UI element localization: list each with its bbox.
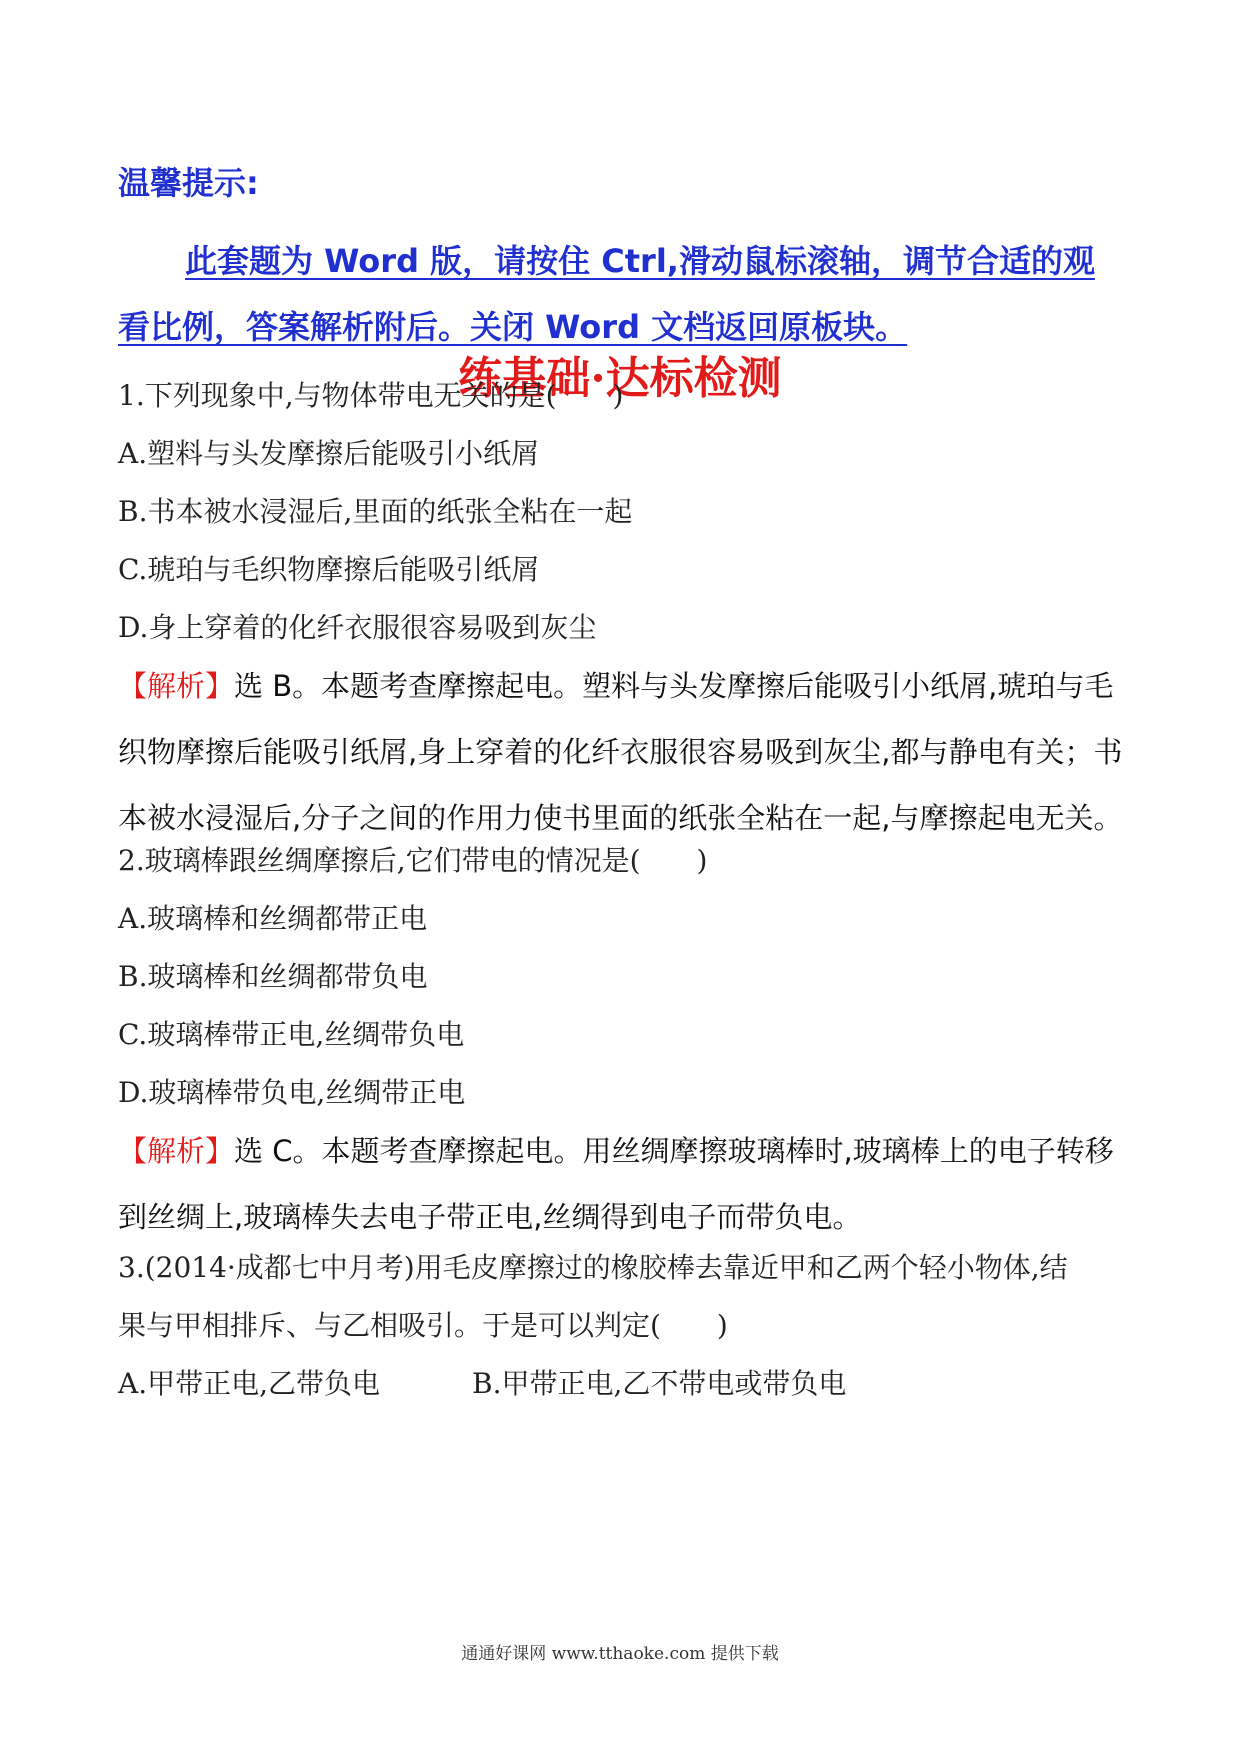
analysis-tag: 【解析】 xyxy=(118,669,235,703)
q3-stem-line-1: 3.(2014·成都七中月考)用毛皮摩擦过的橡胶棒去靠近甲和乙两个轻小物体,结 xyxy=(118,1251,1068,1284)
q1-option-a: A.塑料与头发摩擦后能吸引小纸屑 xyxy=(118,437,540,470)
q1-analysis-line-3: 本被水浸湿后,分子之间的作用力使书里面的纸张全粘在一起,与摩擦起电无关。 xyxy=(118,801,1123,835)
q3-options-row xyxy=(118,1364,846,1404)
q1-option-c: C.琥珀与毛织物摩擦后能吸引纸屑 xyxy=(118,553,540,586)
q2-analysis-line-1: 【解析】选 C。本题考查摩擦起电。用丝绸摩擦玻璃棒时,玻璃棒上的电子转移 xyxy=(118,1134,1114,1168)
q2-option-b: B.玻璃棒和丝绸都带负电 xyxy=(118,960,428,993)
q2-option-d: D.玻璃棒带负电,丝绸带正电 xyxy=(118,1076,466,1109)
tip-notice xyxy=(118,228,1128,360)
q1-stem: 1.下列现象中,与物体带电无关的是( ) xyxy=(118,379,624,412)
q1-analysis-line-2: 织物摩擦后能吸引纸屑,身上穿着的化纤衣服很容易吸到灰尘,都与静电有关；书 xyxy=(118,735,1123,769)
q3-option-b: B.甲带正电,乙不带电或带负电 xyxy=(472,1367,847,1400)
analysis-tag: 【解析】 xyxy=(118,1134,235,1168)
q1-option-d: D.身上穿着的化纤衣服很容易吸到灰尘 xyxy=(118,611,597,644)
q2-analysis xyxy=(118,1118,1130,1250)
q2-option-a: A.玻璃棒和丝绸都带正电 xyxy=(118,902,428,935)
q2-analysis-line-2: 到丝绸上,玻璃棒失去电子带正电,丝绸得到电子而带负电。 xyxy=(118,1200,862,1234)
q3-stem-line-2: 果与甲相排斥、与乙相吸引。于是可以判定( ) xyxy=(118,1309,728,1342)
tip-line-2: 看比例，答案解析附后。关闭 Word 文档返回原板块。 xyxy=(118,308,908,346)
q2-stem: 2.玻璃棒跟丝绸摩擦后,它们带电的情况是( ) xyxy=(118,844,708,877)
q1-analysis-line-1: 【解析】选 B。本题考查摩擦起电。塑料与头发摩擦后能吸引小纸屑,琥珀与毛 xyxy=(118,669,1114,703)
page-footer: 通通好课网 www.tthaoke.com 提供下载 xyxy=(461,1644,779,1664)
q2-option-c: C.玻璃棒带正电,丝绸带负电 xyxy=(118,1018,465,1051)
q1-option-b: B.书本被水浸湿后,里面的纸张全粘在一起 xyxy=(118,495,633,528)
q1-analysis xyxy=(118,653,1130,851)
q3-option-a: A.甲带正电,乙带负电 xyxy=(118,1367,381,1400)
section-heading: 练基础·达标检测 xyxy=(458,353,782,404)
tip-title: 温馨提示: xyxy=(118,164,259,202)
tip-line-1: 此套题为 Word 版，请按住 Ctrl,滑动鼠标滚轴，调节合适的观 xyxy=(185,242,1095,280)
